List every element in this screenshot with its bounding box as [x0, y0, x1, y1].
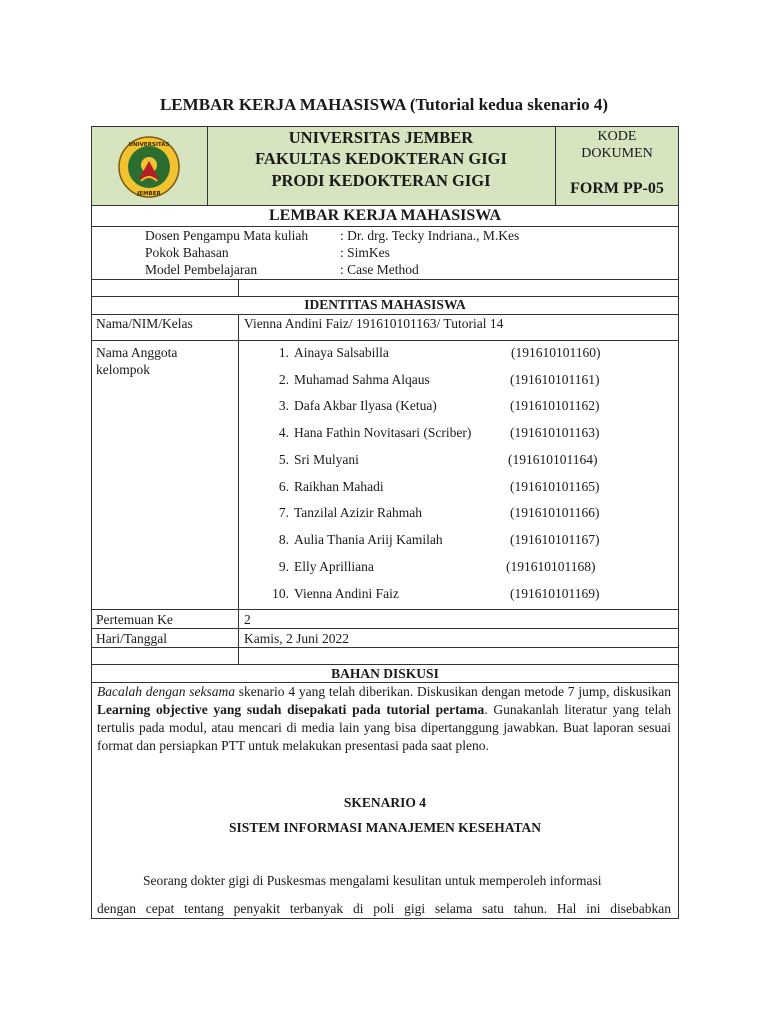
dokumen-label: DOKUMEN: [581, 146, 653, 161]
skenario-subtitle: SISTEM INFORMASI MANAJEMEN KESEHATAN: [229, 820, 541, 835]
form-code: FORM PP-05: [570, 180, 664, 197]
program-name: PRODI KEDOKTERAN GIGI: [271, 171, 491, 190]
hari-label: Hari/Tanggal: [96, 631, 168, 646]
dosen-value: : Dr. drg. Tecky Indriana., M.Kes: [340, 228, 520, 243]
faculty-name: FAKULTAS KEDOKTERAN GIGI: [255, 149, 507, 168]
list-item: 3. Dafa Akbar Ilyasa (Ketua) (191610101162): [278, 398, 600, 413]
svg-text:JEMBER: JEMBER: [137, 191, 161, 197]
document-title: LEMBAR KERJA MAHASISWA (Tutorial kedua skenario 4): [159, 95, 609, 114]
logo-text: UNIVERSITAS: [128, 142, 170, 148]
list-item: 9. Elly Aprilliana (191610101168): [278, 559, 596, 574]
model-label: Model Pembelajaran: [145, 262, 258, 277]
skenario-title: SKENARIO 4: [343, 795, 427, 810]
nama-label: Nama/NIM/Kelas: [96, 316, 193, 331]
intro-text-2: . Gunakanlah literatur yang telah tertulis pada modul, atau mencari di media lain yang bisa dipertanggung jawabkan. Buat laporan sesuai format dan persiapkan PTT untuk melakukan presentasi pada saat pleno.: [97, 702, 671, 753]
intro-italic: Bacalah dengan seksama: [97, 684, 236, 699]
list-item: 5. Sri Mulyani (191610101164): [278, 452, 598, 467]
dosen-label: Dosen Pengampu Mata kuliah: [145, 228, 309, 243]
skenario-line-1: Seorang dokter gigi di Puskesmas mengalami kesulitan untuk memperoleh informasi: [143, 873, 602, 888]
university-name: UNIVERSITAS JEMBER: [288, 128, 474, 147]
list-item: 7. Tanzilal Azizir Rahmah (191610101166): [278, 505, 600, 520]
list-item: 1. Ainaya Salsabilla (191610101160): [278, 345, 601, 360]
lkm-title: LEMBAR KERJA MAHASISWA: [268, 207, 502, 224]
skenario-line-2: dengan cepat tentang penyakit terbanyak di poli gigi selama satu tahun. Hal ini disebabkan: [97, 901, 671, 916]
identitas-title: IDENTITAS MAHASISWA: [304, 297, 466, 312]
bahan-paragraph: [97, 683, 671, 755]
anggota-label: Nama Anggota: [96, 345, 178, 360]
pokok-label: Pokok Bahasan: [145, 245, 229, 260]
pertemuan-value: 2: [244, 612, 251, 627]
list-item: 4. Hana Fathin Novitasari (Scriber) (191610101163): [278, 425, 600, 440]
bahan-title: BAHAN DISKUSI: [331, 666, 439, 681]
pertemuan-label: Pertemuan Ke: [96, 612, 173, 627]
intro-text-1: skenario 4 yang telah diberikan. Diskusikan dengan metode 7 jump, diskusikan: [235, 684, 671, 699]
hari-value: Kamis, 2 Juni 2022: [244, 631, 350, 646]
model-value: : Case Method: [340, 262, 419, 277]
list-item: 2. Muhamad Sahma Alqaus (191610101161): [278, 372, 600, 387]
pokok-value: : SimKes: [340, 245, 390, 260]
intro-bold: Learning objective yang sudah disepakati pada tutorial pertama: [97, 702, 485, 717]
anggota-label-2: kelompok: [96, 362, 150, 377]
university-logo-icon: [117, 135, 181, 199]
list-item: 6. Raikhan Mahadi (191610101165): [278, 479, 600, 494]
kode-label: KODE: [597, 129, 637, 144]
nama-value: Vienna Andini Faiz/ 191610101163/ Tutorial 14: [244, 316, 504, 331]
list-item: 10. Vienna Andini Faiz (191610101169): [272, 586, 600, 601]
list-item: 8. Aulia Thania Ariij Kamilah (191610101167): [278, 532, 600, 547]
